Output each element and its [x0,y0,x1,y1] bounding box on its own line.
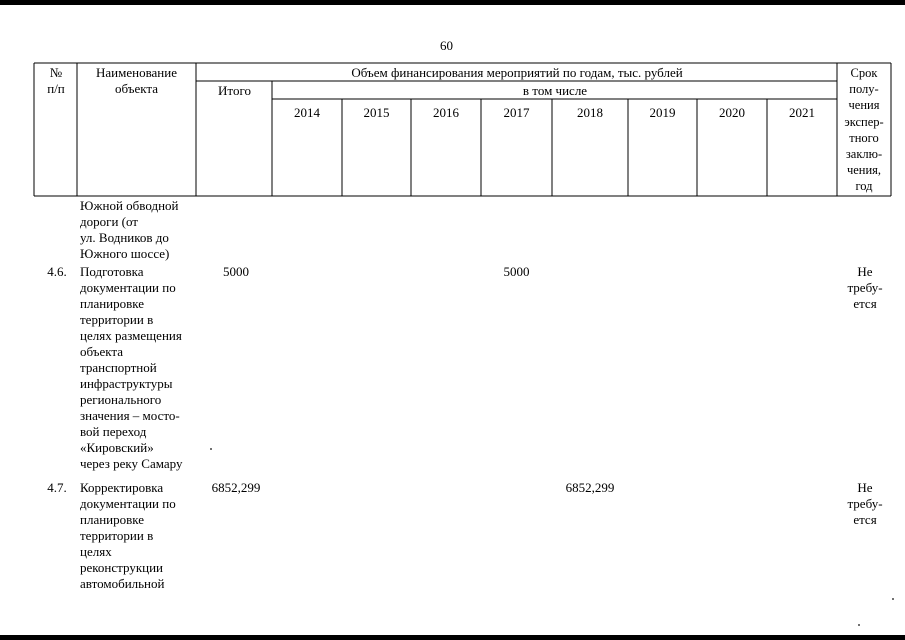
header-number: № п/п [47,65,65,96]
row-continuation-name: Южной обводной дороги (от ул. Водников до Южного шоссе) [80,198,179,261]
row-4-7-total: 6852,299 [211,480,261,495]
row-4-6-total: 5000 [223,264,249,279]
header-name: Наименование объекта [96,65,177,96]
header-total: Итого [218,83,251,98]
scan-speck [892,598,894,600]
header-year-2020: 2020 [719,105,745,120]
row-4-7-term: Не требу- ется [847,480,883,527]
header-year-2021: 2021 [789,105,815,120]
row-4-6-value-2017: 5000 [503,264,530,279]
row-4-6-name: Подготовка документации по планировке территории в целях размещения объекта транспортной инфраструктуры регионального значения – мосто- вой переход «Кировский» через реку Самару [80,264,183,471]
header-year-2019: 2019 [649,105,676,120]
row-4-7-value-2018: 6852,299 [565,480,615,495]
header-financing: Объем финансирования мероприятий по годам, тыс. рублей [351,65,683,80]
scan-speck [210,448,212,450]
row-4-7-name: Корректировка документации по планировке территории в целях реконструкции автомобильной [80,480,176,591]
page-number: 60 [440,38,453,53]
header-year-2014: 2014 [294,105,320,120]
header-year-2015: 2015 [363,105,390,120]
header-year-2017: 2017 [503,105,530,120]
scan-speck [858,624,860,626]
header-year-2016: 2016 [433,105,459,120]
row-4-6-term: Не требу- ется [847,264,883,311]
header-including: в том числе [522,83,588,98]
header-year-2018: 2018 [577,105,603,120]
row-4-7-number: 4.7. [47,480,67,495]
header-term: Срок полу- чения экспер- тного заклю- чения, год [844,66,884,194]
row-4-6-number: 4.6. [47,264,67,279]
